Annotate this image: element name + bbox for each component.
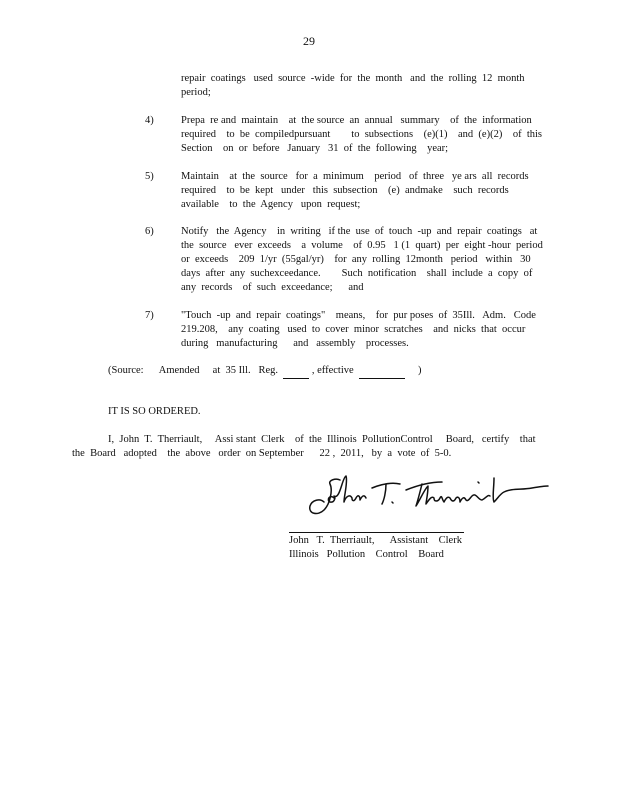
page-number: 29 [303, 34, 315, 48]
source-note [108, 364, 422, 379]
certification [72, 433, 536, 461]
text-line: Section on or before January 31 of the following year; [181, 143, 449, 154]
text-line: or exceeds 209 1/yr (55gal/yr) for any rolling 12month period within 30 [181, 254, 531, 265]
item-text [181, 170, 531, 212]
source-suffix: ) [404, 365, 422, 376]
item-number: 7) [145, 310, 154, 321]
item-text [181, 225, 543, 295]
blank-line [283, 364, 309, 379]
text-line: available to the Agency upon request; [181, 199, 361, 210]
text-line: days after any suchexceedance. Such notification shall include a copy of [181, 268, 533, 279]
item-text [181, 309, 536, 351]
handwritten-signature [300, 468, 550, 526]
text-line: Prepa re and maintain at the source an annual summary of the information [181, 115, 532, 126]
item-number: 5) [145, 171, 154, 182]
text-line: period; [181, 87, 211, 98]
signer-name-title: John T. Therriault, Assistant Clerk [289, 535, 462, 546]
blank-line [359, 364, 405, 379]
item-number: 6) [145, 226, 154, 237]
text-line: the Board adopted the above order on September 22 , 2011, by a vote of 5-0. [72, 448, 452, 459]
item-number: 4) [145, 115, 154, 126]
continuation-text [181, 72, 526, 100]
text-line: repair coatings used source -wide for the month and the rolling 12 month [181, 73, 525, 84]
text-line: required to be compiledpursuant to subsections (e)(1) and (e)(2) of this [181, 129, 542, 140]
text-line: any records of such exceedance; and [181, 282, 364, 293]
ordered-statement: IT IS SO ORDERED. [108, 406, 201, 417]
signer-block [289, 534, 462, 562]
text-line: the source ever exceeds a volume of 0.95 1 (1 quart) per eight -hour period [181, 240, 543, 251]
text-line: I, John T. Therriault, Assi stant Clerk of the Illinois PollutionControl Board, certify that [108, 434, 536, 445]
signature-image [300, 468, 550, 526]
text-line: 219.208, any coating used to cover minor scratches and nicks that occur [181, 324, 526, 335]
signature-line [289, 532, 464, 533]
text-line: during manufacturing and assembly processes. [181, 338, 409, 349]
source-prefix: (Source: Amended at 35 Ill. Reg. [108, 365, 284, 376]
text-line: Notify the Agency in writing if the use of touch -up and repair coatings at [181, 226, 538, 237]
source-middle: , effective [309, 365, 359, 376]
signer-organization: Illinois Pollution Control Board [289, 549, 444, 560]
text-line: Maintain at the source for a minimum period of three ye ars all records [181, 171, 529, 182]
item-text [181, 114, 542, 156]
text-line: "Touch -up and repair coatings" means, for pur poses of 35Ill. Adm. Code [181, 310, 536, 321]
text-line: required to be kept under this subsection (e) andmake such records [181, 185, 509, 196]
